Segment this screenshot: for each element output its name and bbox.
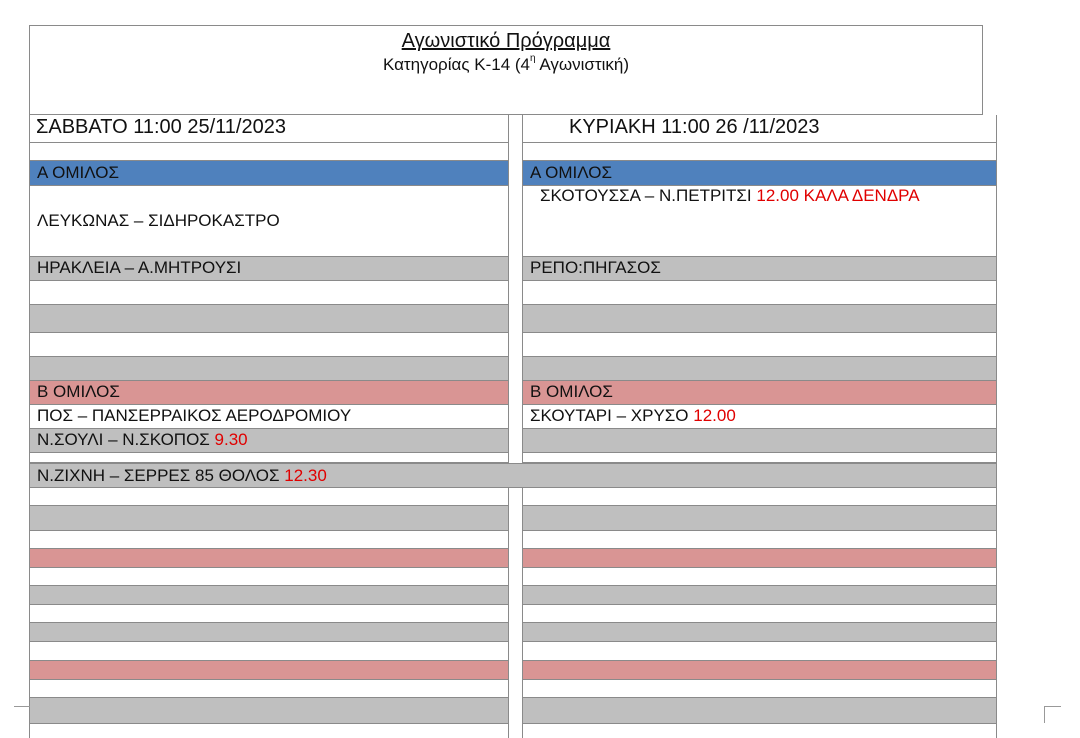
empty-row bbox=[523, 506, 996, 531]
match-teams: Ν.ΣΟΥΛΙ – Ν.ΣΚΟΠΟΣ bbox=[37, 430, 215, 449]
sunday-match-row bbox=[523, 186, 996, 257]
empty-row bbox=[523, 453, 996, 463]
page-corner-mark bbox=[14, 706, 30, 723]
document-subtitle bbox=[30, 55, 982, 75]
match-time: 12.00 ΚΑΛΑ ΔΕΝΔΡΑ bbox=[756, 186, 920, 205]
match-label: ΡΕΠΟ:ΠΗΓΑΣΟΣ bbox=[530, 258, 661, 277]
empty-row bbox=[30, 281, 508, 305]
sunday-match-row bbox=[523, 257, 996, 281]
subtitle-superscript: η bbox=[530, 53, 536, 65]
empty-row bbox=[523, 429, 996, 453]
empty-row bbox=[523, 357, 996, 381]
subtitle-text-end: Αγωνιστική) bbox=[535, 55, 630, 74]
saturday-date-row bbox=[30, 115, 508, 143]
saturday-match-row bbox=[30, 429, 508, 453]
empty-row bbox=[30, 642, 508, 661]
empty-row bbox=[30, 680, 508, 698]
empty-row bbox=[30, 605, 508, 623]
empty-row bbox=[30, 453, 508, 463]
match-label: ΠΟΣ – ΠΑΝΣΕΡΡΑΙΚΟΣ ΑΕΡΟΔΡΟΜΙΟΥ bbox=[37, 406, 352, 425]
group-b-label: Β ΟΜΙΛΟΣ bbox=[530, 382, 613, 401]
empty-row bbox=[30, 357, 508, 381]
match-label: ΛΕΥΚΩΝΑΣ – ΣΙΔΗΡΟΚΑΣΤΡΟ bbox=[37, 211, 280, 230]
match-teams: ΣΚΟΥΤΑΡΙ – ΧΡΥΣΟ bbox=[530, 406, 694, 425]
empty-row bbox=[30, 568, 508, 586]
saturday-group-b-row bbox=[30, 381, 508, 405]
empty-row bbox=[523, 680, 996, 698]
empty-row bbox=[523, 488, 996, 506]
sunday-column bbox=[522, 115, 997, 738]
sunday-group-b-row bbox=[523, 381, 996, 405]
subtitle-text: Κατηγορίας Κ-14 (4 bbox=[382, 55, 530, 74]
empty-row bbox=[30, 333, 508, 357]
empty-row bbox=[30, 661, 508, 680]
empty-row bbox=[30, 623, 508, 642]
empty-row bbox=[523, 605, 996, 623]
empty-row bbox=[523, 549, 996, 568]
empty-row bbox=[523, 568, 996, 586]
empty-row bbox=[523, 623, 996, 642]
group-a-label: Α ΟΜΙΛΟΣ bbox=[37, 163, 119, 182]
sunday-group-a-row bbox=[523, 161, 996, 186]
empty-row bbox=[30, 698, 508, 724]
match-teams: Ν.ΖΙΧΝΗ – ΣΕΡΡΕΣ 85 ΘΟΛΟΣ bbox=[37, 466, 285, 485]
empty-row bbox=[30, 549, 508, 568]
match-label: ΗΡΑΚΛΕΙΑ – Α.ΜΗΤΡΟΥΣΙ bbox=[37, 258, 242, 277]
match-time: 12.00 bbox=[693, 406, 736, 425]
saturday-column bbox=[29, 115, 509, 738]
empty-row bbox=[523, 281, 996, 305]
empty-row bbox=[30, 488, 508, 506]
empty-row bbox=[523, 661, 996, 680]
empty-row bbox=[523, 586, 996, 605]
document-title: Αγωνιστικό Πρόγραμμα bbox=[401, 30, 611, 52]
sunday-date: ΚΥΡΙΑΚΗ 11:00 26 /11/2023 bbox=[569, 116, 820, 138]
saturday-match-row bbox=[30, 186, 508, 257]
empty-row bbox=[523, 698, 996, 724]
document-header bbox=[29, 25, 983, 115]
sunday-date-row bbox=[523, 115, 996, 143]
saturday-match-row bbox=[30, 405, 508, 429]
empty-row bbox=[30, 531, 508, 549]
saturday-group-a-row bbox=[30, 161, 508, 186]
empty-row bbox=[30, 305, 508, 333]
saturday-wide-match-row bbox=[29, 463, 997, 488]
page-corner-mark bbox=[1044, 706, 1061, 723]
spacer-row bbox=[30, 143, 508, 161]
match-label bbox=[540, 186, 920, 206]
match-label bbox=[530, 406, 736, 426]
match-time: 9.30 bbox=[214, 430, 248, 449]
group-b-label: Β ΟΜΙΛΟΣ bbox=[37, 382, 120, 401]
empty-row bbox=[30, 506, 508, 531]
empty-row bbox=[523, 642, 996, 661]
spacer-row bbox=[523, 143, 996, 161]
empty-row bbox=[523, 531, 996, 549]
sunday-match-row bbox=[523, 405, 996, 429]
empty-row bbox=[30, 586, 508, 605]
empty-row bbox=[523, 333, 996, 357]
match-label bbox=[37, 466, 327, 486]
saturday-match-row bbox=[30, 257, 508, 281]
match-label bbox=[37, 430, 248, 450]
group-a-label: Α ΟΜΙΛΟΣ bbox=[530, 163, 612, 182]
empty-row bbox=[523, 305, 996, 333]
match-teams: ΣΚΟΤΟΥΣΣΑ – Ν.ΠΕΤΡΙΤΣΙ bbox=[540, 186, 757, 205]
match-time: 12.30 bbox=[284, 466, 327, 485]
saturday-date: ΣΑΒΒΑΤΟ 11:00 25/11/2023 bbox=[36, 116, 286, 138]
